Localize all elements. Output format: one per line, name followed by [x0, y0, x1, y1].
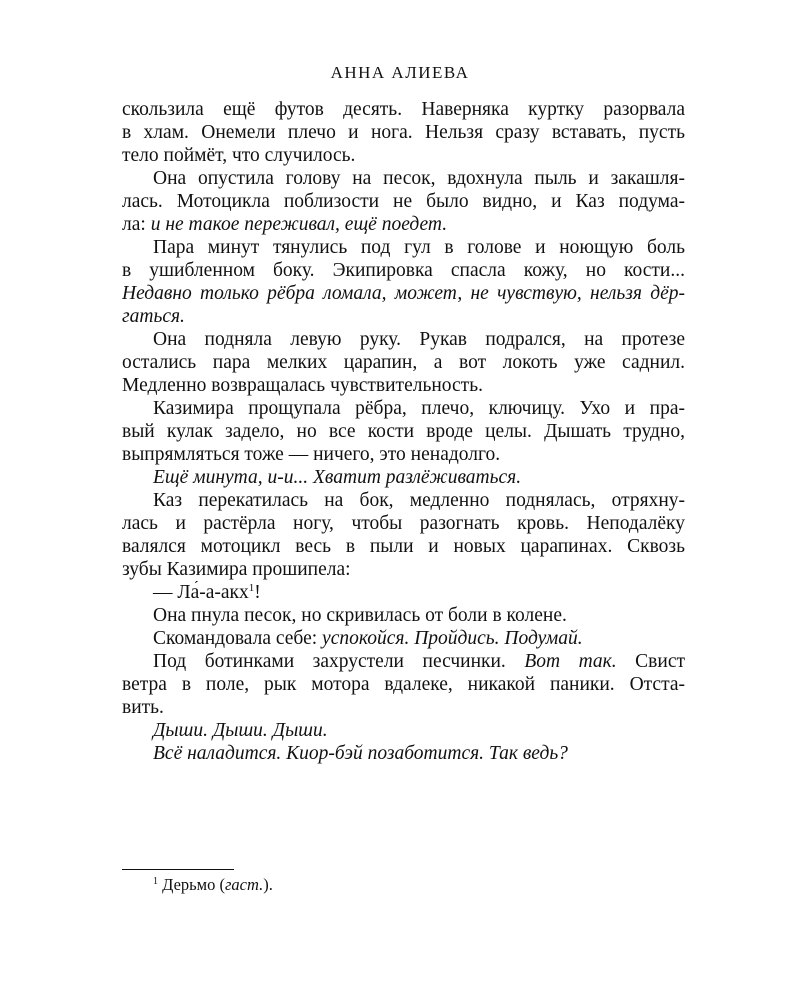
text-line — [122, 719, 685, 742]
text-line — [122, 328, 685, 351]
line-text: лась и растёрла ногу, чтобы разогнать кровь. Неподалёку — [122, 513, 685, 534]
text-line — [122, 696, 685, 719]
footnote-italic: гаст. — [225, 875, 264, 894]
line-text: зубы Казимира прошипела: — [122, 559, 351, 580]
line-text: тело поймёт, что случилось. — [122, 145, 356, 166]
text-line — [122, 305, 685, 328]
line-text: Недавно только рёбра ломала, может, не чувствую, нельзя дёр- — [122, 283, 685, 304]
footnote-rule — [122, 869, 234, 870]
line-text: — Ла́-а-акх — [153, 582, 249, 603]
text-line — [122, 397, 685, 420]
line-italic-text: Вот так. — [524, 651, 617, 672]
line-text: ветра в поле, рык мотора вдалеке, никакой паники. Отста- — [122, 674, 685, 695]
line-trailing-text: Свист — [616, 651, 685, 672]
line-italic-text: и не такое переживал, ещё поедет. — [150, 214, 448, 235]
line-text: Всё наладится. Киор-бэй позаботится. Так ведь? — [153, 743, 568, 764]
text-line — [122, 98, 685, 121]
line-text: Ещё минута, и-и... Хватит разлёживаться. — [153, 467, 522, 488]
footnote-text: Дерьмо ( — [158, 875, 225, 894]
line-italic-text: успокойся. Пройдись. Подумай. — [322, 628, 583, 649]
line-text: остались пара мелких царапин, а вот локоть уже саднил. — [122, 352, 685, 373]
text-line — [122, 144, 685, 167]
line-text: в ушибленном боку. Экипировка спасла кожу, но кости... — [122, 260, 685, 281]
line-text: вый кулак задело, но все кости вроде целы. Дышать трудно, — [122, 421, 685, 442]
line-text: скользила ещё футов десять. Наверняка куртку разорвала — [122, 99, 685, 120]
text-line — [122, 604, 685, 627]
line-text: Казимира прощупала рёбра, плечо, ключицу. Ухо и пра- — [153, 398, 685, 419]
line-text: Она пнула песок, но скривилась от боли в колене. — [153, 605, 567, 626]
text-line — [122, 420, 685, 443]
line-text: Каз перекатилась на бок, медленно поднялась, отряхну- — [153, 490, 685, 511]
text-line — [122, 742, 685, 765]
footnote-after: ). — [263, 875, 273, 894]
line-text: Под ботинками захрустели песчинки. — [153, 651, 525, 672]
line-text: вить. — [122, 697, 164, 718]
text-line — [122, 282, 685, 305]
line-text: в хлам. Онемели плечо и нога. Нельзя сразу вставать, пусть — [122, 122, 685, 143]
text-line — [122, 673, 685, 696]
text-line — [122, 627, 685, 650]
text-line — [122, 535, 685, 558]
text-line — [122, 374, 685, 397]
text-line — [122, 259, 685, 282]
text-line — [122, 236, 685, 259]
text-line — [122, 213, 685, 236]
footnote-reference: 1 — [248, 582, 255, 594]
line-text: лась. Мотоцикла поблизости не было видно, и Каз подума- — [122, 191, 685, 212]
line-text: Пара минут тянулись под гул в голове и ноющую боль — [153, 237, 685, 258]
body-text — [122, 98, 685, 765]
text-line — [122, 489, 685, 512]
text-line — [122, 512, 685, 535]
line-text: Скомандовала себе: — [153, 628, 323, 649]
line-text: гаться. — [122, 306, 185, 327]
line-text: Дыши. Дыши. Дыши. — [153, 720, 328, 741]
line-text: валялся мотоцикл весь в пыли и новых царапинах. Сквозь — [122, 536, 685, 557]
text-line — [122, 351, 685, 374]
line-text: Она подняла левую руку. Рукав подрался, на протезе — [153, 329, 685, 350]
line-text: Медленно возвращалась чувствительность. — [122, 375, 483, 396]
line-trailing-text: ! — [254, 582, 261, 603]
running-head-author: АННА АЛИЕВА — [330, 63, 470, 82]
text-line — [122, 650, 685, 673]
footnote — [153, 874, 273, 896]
text-line — [122, 190, 685, 213]
text-line — [122, 167, 685, 190]
footnote-mark: 1 — [153, 876, 158, 887]
line-text: выпрямляться тоже — ничего, это ненадолго. — [122, 444, 501, 465]
line-text: ла: — [122, 214, 151, 235]
text-line — [122, 558, 685, 581]
text-line — [122, 581, 685, 604]
text-line — [122, 443, 685, 466]
text-line — [122, 121, 685, 144]
line-text: Она опустила голову на песок, вдохнула пыль и закашля- — [153, 168, 685, 189]
text-line — [122, 466, 685, 489]
